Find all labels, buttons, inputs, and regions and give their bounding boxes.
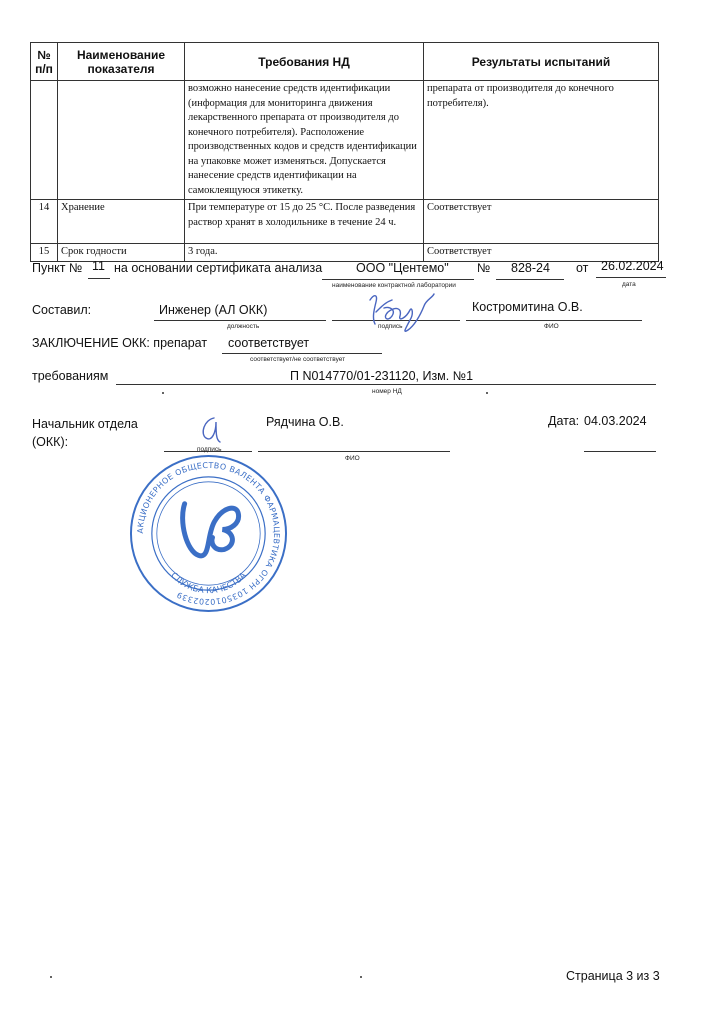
- composer-name: Костромитина О.В.: [472, 300, 583, 314]
- item-number: 11: [92, 259, 105, 273]
- certificate-number-line: [496, 279, 564, 280]
- item-label: Пункт №: [32, 261, 83, 275]
- row-number: 15: [31, 244, 58, 262]
- row-requirement: возможно нанесение средств идентификации (информация для мониторинга движения лекарственного препарата от производителя до конечного потребителя). Расположение производственных кодов и средств идентификации на упаковке может изменяться. Допускается нанесение средств идентификации на самоклеящуюся этикетку.: [185, 81, 424, 200]
- composer-name-line: [466, 320, 642, 321]
- number-sign: №: [477, 261, 491, 275]
- head-signature-caption: подпись: [197, 446, 222, 453]
- conclusion-value-line: [222, 353, 382, 354]
- column-header-requirements: Требования НД: [185, 43, 424, 81]
- dot-mark: [360, 976, 362, 978]
- lab-name: ООО "Центемо": [356, 261, 449, 275]
- date-caption: дата: [622, 281, 636, 288]
- date-label: Дата:: [548, 414, 580, 428]
- nd-number: П N014770/01-231120, Изм. №1: [290, 369, 474, 383]
- composer-signature-caption: подпись: [378, 323, 403, 330]
- conclusion-date-line: [584, 451, 656, 452]
- head-name-caption: ФИО: [345, 455, 360, 462]
- conclusion-label: ЗАКЛЮЧЕНИЕ ОКК: препарат: [32, 336, 208, 350]
- from-label: от: [576, 261, 589, 275]
- row-indicator: Хранение: [58, 200, 185, 244]
- row-requirement: 3 года.: [185, 244, 424, 262]
- dot-mark: [486, 392, 488, 394]
- head-signature: [196, 412, 226, 448]
- head-name: Рядчина О.В.: [266, 415, 344, 429]
- lab-caption: наименование контрактной лаборатории: [332, 282, 456, 289]
- column-header-number: № п/п: [31, 43, 58, 81]
- stamp-outer-text: АКЦИОНЕРНОЕ ОБЩЕСТВО ВАЛЕНТА ФАРМАЦЕВТИКА ОГРН 1035010202339: [135, 460, 282, 607]
- row-result: Соответствует: [424, 244, 659, 262]
- quality-service-stamp: [127, 452, 290, 615]
- row-result: Соответствует: [424, 200, 659, 244]
- nd-number-line: [116, 384, 656, 385]
- row-number: [31, 81, 58, 200]
- table-row: [31, 81, 659, 200]
- composer-position-line: [154, 320, 326, 321]
- position-caption: должность: [227, 323, 260, 330]
- conclusion-caption: соответствует/не соответствует: [250, 356, 346, 363]
- basis-label: на основании сертификата анализа: [114, 261, 323, 275]
- stamp-logo-icon: [183, 504, 239, 556]
- row-number: 14: [31, 200, 58, 244]
- results-table: [30, 42, 659, 262]
- certificate-number: 828-24: [511, 261, 550, 275]
- page-number: Страница 3 из 3: [566, 969, 660, 983]
- stamp-bottom-text: СЛУЖБА КАЧЕСТВА: [168, 570, 249, 596]
- row-requirement: При температуре от 15 до 25 °С. После разведения раствор хранят в холодильнике в течение 24 ч.: [185, 200, 424, 244]
- row-indicator: [58, 81, 185, 200]
- certificate-date: 26.02.2024: [601, 259, 664, 273]
- composed-label: Составил:: [32, 303, 92, 317]
- nd-caption: номер НД: [372, 388, 402, 395]
- certificate-date-line: [596, 277, 666, 278]
- composer-name-caption: ФИО: [544, 323, 559, 330]
- composer-signature: [362, 288, 442, 340]
- lab-name-line: [322, 279, 474, 280]
- table-row: [31, 244, 659, 262]
- conclusion-value: соответствует: [228, 336, 310, 350]
- table-header-row: [31, 43, 659, 81]
- dot-mark: [162, 392, 164, 394]
- column-header-results: Результаты испытаний: [424, 43, 659, 81]
- item-number-line: [88, 278, 110, 279]
- head-label: Начальник отдела (ОКК):: [32, 417, 138, 449]
- column-header-indicator: Наименование показателя: [58, 43, 185, 81]
- requirements-label: требованиям: [32, 369, 109, 383]
- conclusion-date: 04.03.2024: [584, 414, 647, 428]
- table-row: [31, 200, 659, 244]
- composer-position: Инженер (АЛ ОКК): [159, 303, 268, 317]
- row-result: препарата от производителя до конечного потребителя).: [424, 81, 659, 200]
- dot-mark: [50, 976, 52, 978]
- row-indicator: Срок годности: [58, 244, 185, 262]
